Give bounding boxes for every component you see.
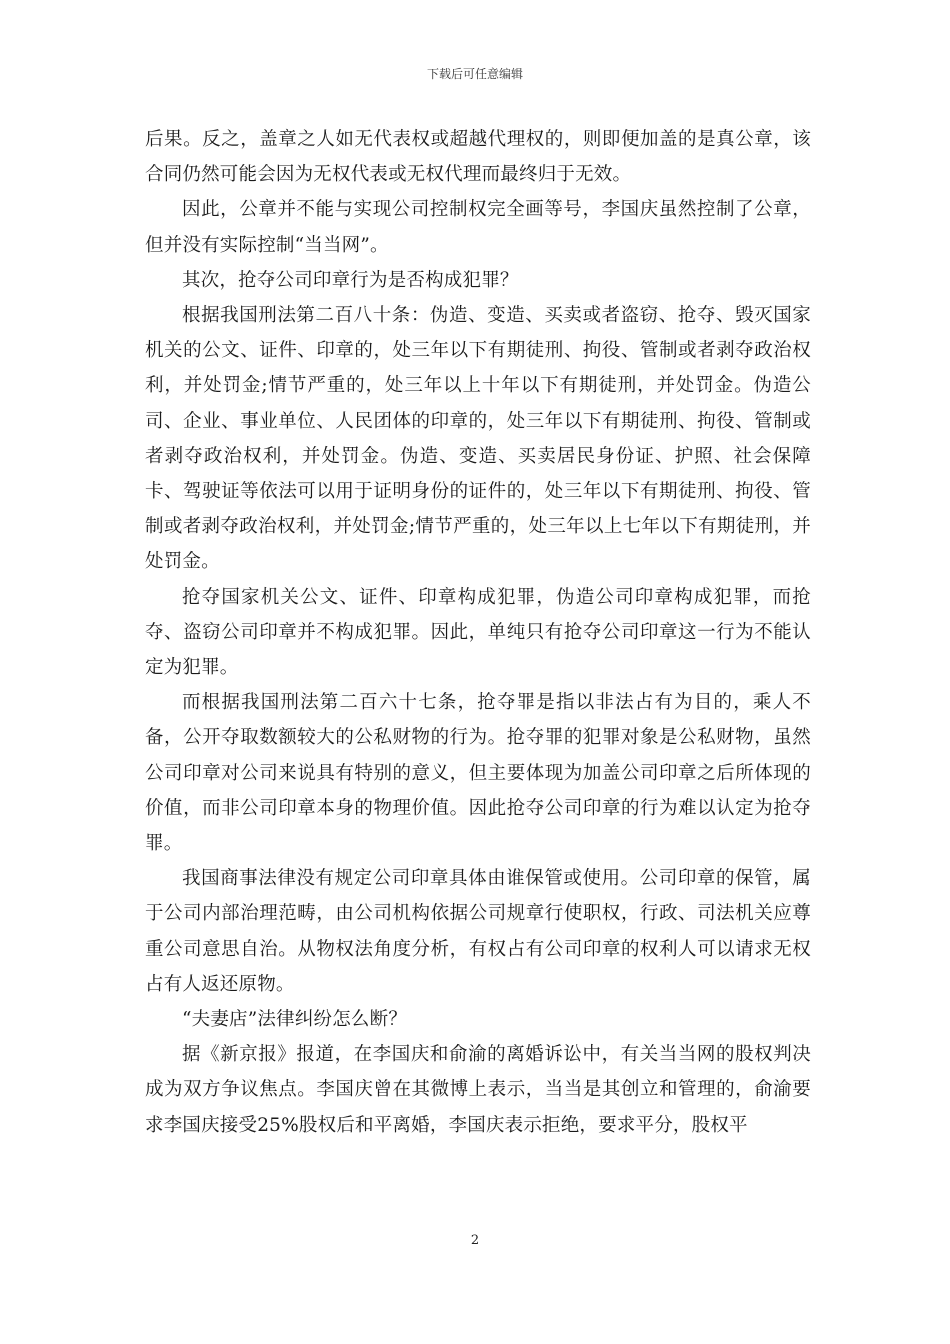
document-body xyxy=(145,122,811,1143)
paragraph: 据《新京报》报道，在李国庆和俞渝的离婚诉讼中，有关当当网的股权判决成为双方争议焦点。李国庆曾在其微博上表示，当当是其创立和管理的，俞渝要求李国庆接受25%股权后和平离婚，李国庆表示拒绝，要求平分，股权平 xyxy=(145,1044,811,1136)
paragraph: 后果。反之，盖章之人如无代表权或超越代理权的，则即便加盖的是真公章，该合同仍然可能会因为无权代表或无权代理而最终归于无效。 xyxy=(145,129,811,186)
page-header-note: 下载后可任意编辑 xyxy=(426,67,523,81)
paragraph: 我国商事法律没有规定公司印章具体由谁保管或使用。公司印章的保管，属于公司内部治理范畴，由公司机构依据公司规章行使职权，行政、司法机关应尊重公司意思自治。从物权法角度分析，有权占有公司印章的权利人可以请求无权占有人返还原物。 xyxy=(145,868,811,995)
paragraph: 抢夺国家机关公文、证件、印章构成犯罪，伪造公司印章构成犯罪，而抢夺、盗窃公司印章并不构成犯罪。因此，单纯只有抢夺公司印章这一行为不能认定为犯罪。 xyxy=(145,586,811,679)
paragraph: 其次，抢夺公司印章行为是否构成犯罪？ xyxy=(182,269,519,291)
page-number: 2 xyxy=(470,1233,480,1248)
paragraph: 因此，公章并不能与实现公司控制权完全画等号，李国庆虽然控制了公章，但并没有实际控制“当当网”。 xyxy=(145,199,811,256)
section-heading: “夫妻店”法律纠纷怎么断？ xyxy=(182,1009,408,1031)
paragraph: 根据我国刑法第二百八十条：伪造、变造、买卖或者盗窃、抢夺、毁灭国家机关的公文、证件、印章的，处三年以下有期徒刑、拘役、管制或者剥夺政治权利，并处罚金;情节严重的，处三年以上十年以下有期徒刑，并处罚金。伪造公司、企业、事业单位、人民团体的印章的，处三年以下有期徒刑、拘役、管制或者剥夺政治权利，并处罚金。伪造、变造、买卖居民身份证、护照、社会保障卡、驾驶证等依法可以用于证明身份的证件的，处三年以下有期徒刑、拘役、管制或者剥夺政治权利，并处罚金;情节严重的，处三年以上七年以下有期徒刑，并处罚金。 xyxy=(145,305,811,573)
paragraph: 而根据我国刑法第二百六十七条，抢夺罪是指以非法占有为目的，乘人不备，公开夺取数额较大的公私财物的行为。抢夺罪的犯罪对象是公私财物，虽然公司印章对公司来说具有特别的意义，但主要体现为加盖公司印章之后所体现的价值，而非公司印章本身的物理价值。因此抢夺公司印章的行为难以认定为抢夺罪。 xyxy=(145,692,811,855)
